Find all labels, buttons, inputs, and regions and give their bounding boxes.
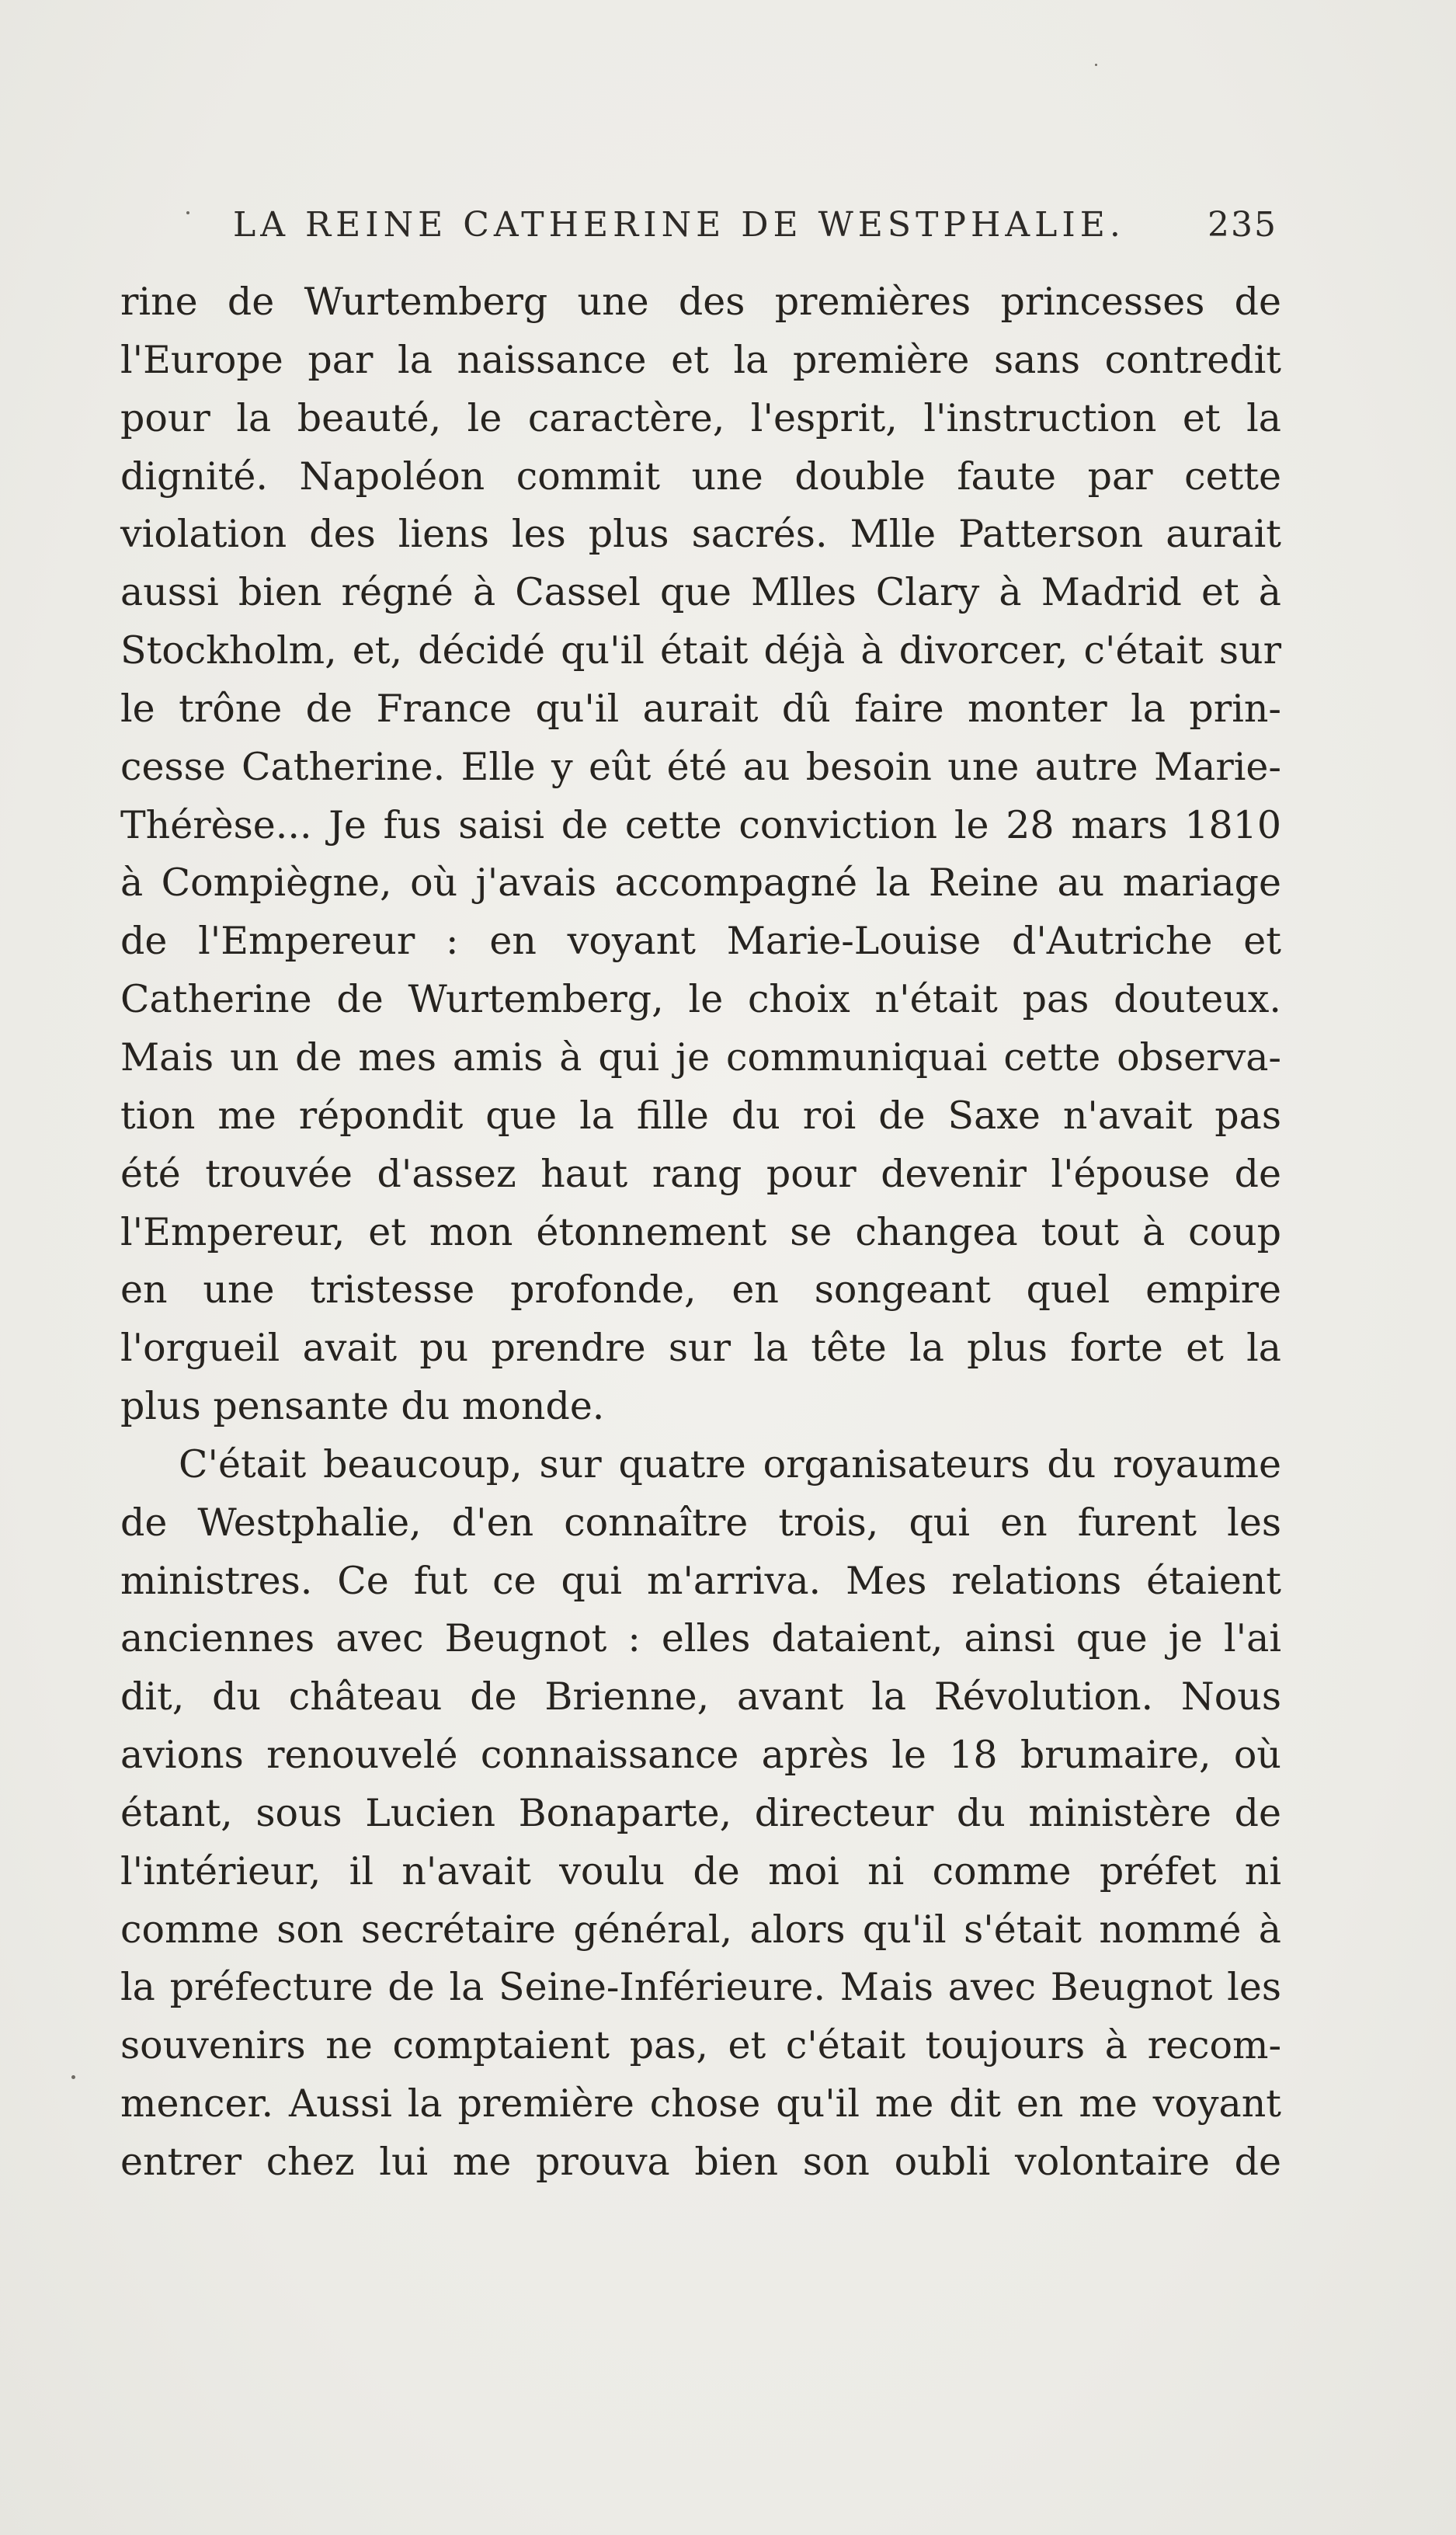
text-line: étant, sous Lucien Bonaparte, directeur du ministère de: [120, 1790, 1281, 1835]
text-line: pour la beauté, le caractère, l'esprit, l'instruction et la: [120, 395, 1281, 440]
text-line: avions renouvelé connaissance après le 18 brumaire, où: [120, 1733, 1281, 1778]
text-line: Catherine de Wurtemberg, le choix n'était pas douteux.: [120, 977, 1281, 1022]
text-line: la préfecture de la Seine-Inférieure. Mais avec Beugnot les: [120, 1965, 1281, 2010]
text-line: été trouvée d'assez haut rang pour devenir l'épouse de: [120, 1151, 1281, 1196]
paper-speck: [71, 2075, 75, 2079]
text-line: à Compiègne, où j'avais accompagné la Reine au mariage: [120, 861, 1281, 906]
paragraph-start-line: C'était beaucoup, sur quatre organisateurs du royaume: [179, 1441, 1281, 1487]
running-title: LA REINE CATHERINE DE WESTPHALIE.: [233, 205, 1125, 245]
text-line: le trône de France qu'il aurait dû faire monter la prin-: [120, 686, 1281, 731]
text-line: Thérèse... Je fus saisi de cette conviction le 28 mars 1810: [120, 802, 1281, 847]
text-line: l'intérieur, il n'avait voulu de moi ni comme préfet ni: [120, 1848, 1281, 1893]
text-line: mencer. Aussi la première chose qu'il me dit en me voyant: [120, 2081, 1281, 2126]
text-line: souvenirs ne comptaient pas, et c'était toujours à recom-: [120, 2023, 1281, 2068]
text-line: Mais un de mes amis à qui je communiquai cette observa-: [120, 1035, 1281, 1080]
text-line: aussi bien régné à Cassel que Mlles Clary à Madrid et à: [120, 570, 1281, 615]
text-line: de Westphalie, d'en connaître trois, qui en furent les: [120, 1500, 1281, 1545]
text-line: cesse Catherine. Elle y eût été au besoin une autre Marie-: [120, 744, 1281, 789]
text-line: ministres. Ce fut ce qui m'arriva. Mes relations étaient: [120, 1558, 1281, 1603]
text-line: violation des liens les plus sacrés. Mlle Patterson aurait: [120, 512, 1281, 557]
text-line: comme son secrétaire général, alors qu'il s'était nommé à: [120, 1907, 1281, 1952]
text-line: tion me répondit que la fille du roi de Saxe n'avait pas: [120, 1093, 1281, 1138]
page-number: 235: [1208, 205, 1277, 245]
text-line: l'orgueil avait pu prendre sur la tête la plus forte et la: [120, 1326, 1281, 1371]
text-line: l'Europe par la naissance et la première sans contredit: [120, 337, 1281, 382]
paper-speck: [1095, 64, 1097, 66]
text-line: dignité. Napoléon commit une double faute par cette: [120, 454, 1281, 499]
text-line: en une tristesse profonde, en songeant quel empire: [120, 1268, 1281, 1313]
paragraph-end-line: plus pensante du monde.: [120, 1384, 605, 1429]
text-line: anciennes avec Beugnot : elles dataient, ainsi que je l'ai: [120, 1616, 1281, 1661]
page-header: [233, 200, 1277, 250]
text-line: l'Empereur, et mon étonnement se changea tout à coup: [120, 1209, 1281, 1254]
text-line: Stockholm, et, décidé qu'il était déjà à divorcer, c'était sur: [120, 628, 1281, 673]
text-line: dit, du château de Brienne, avant la Révolution. Nous: [120, 1674, 1281, 1720]
text-line: de l'Empereur : en voyant Marie-Louise d'Autriche et: [120, 919, 1281, 964]
text-line: rine de Wurtemberg une des premières princesses de: [120, 280, 1281, 324]
paper-speck: [186, 211, 189, 214]
body-text: [120, 273, 1281, 2192]
text-line: entrer chez lui me prouva bien son oubli volontaire de: [120, 2140, 1281, 2184]
